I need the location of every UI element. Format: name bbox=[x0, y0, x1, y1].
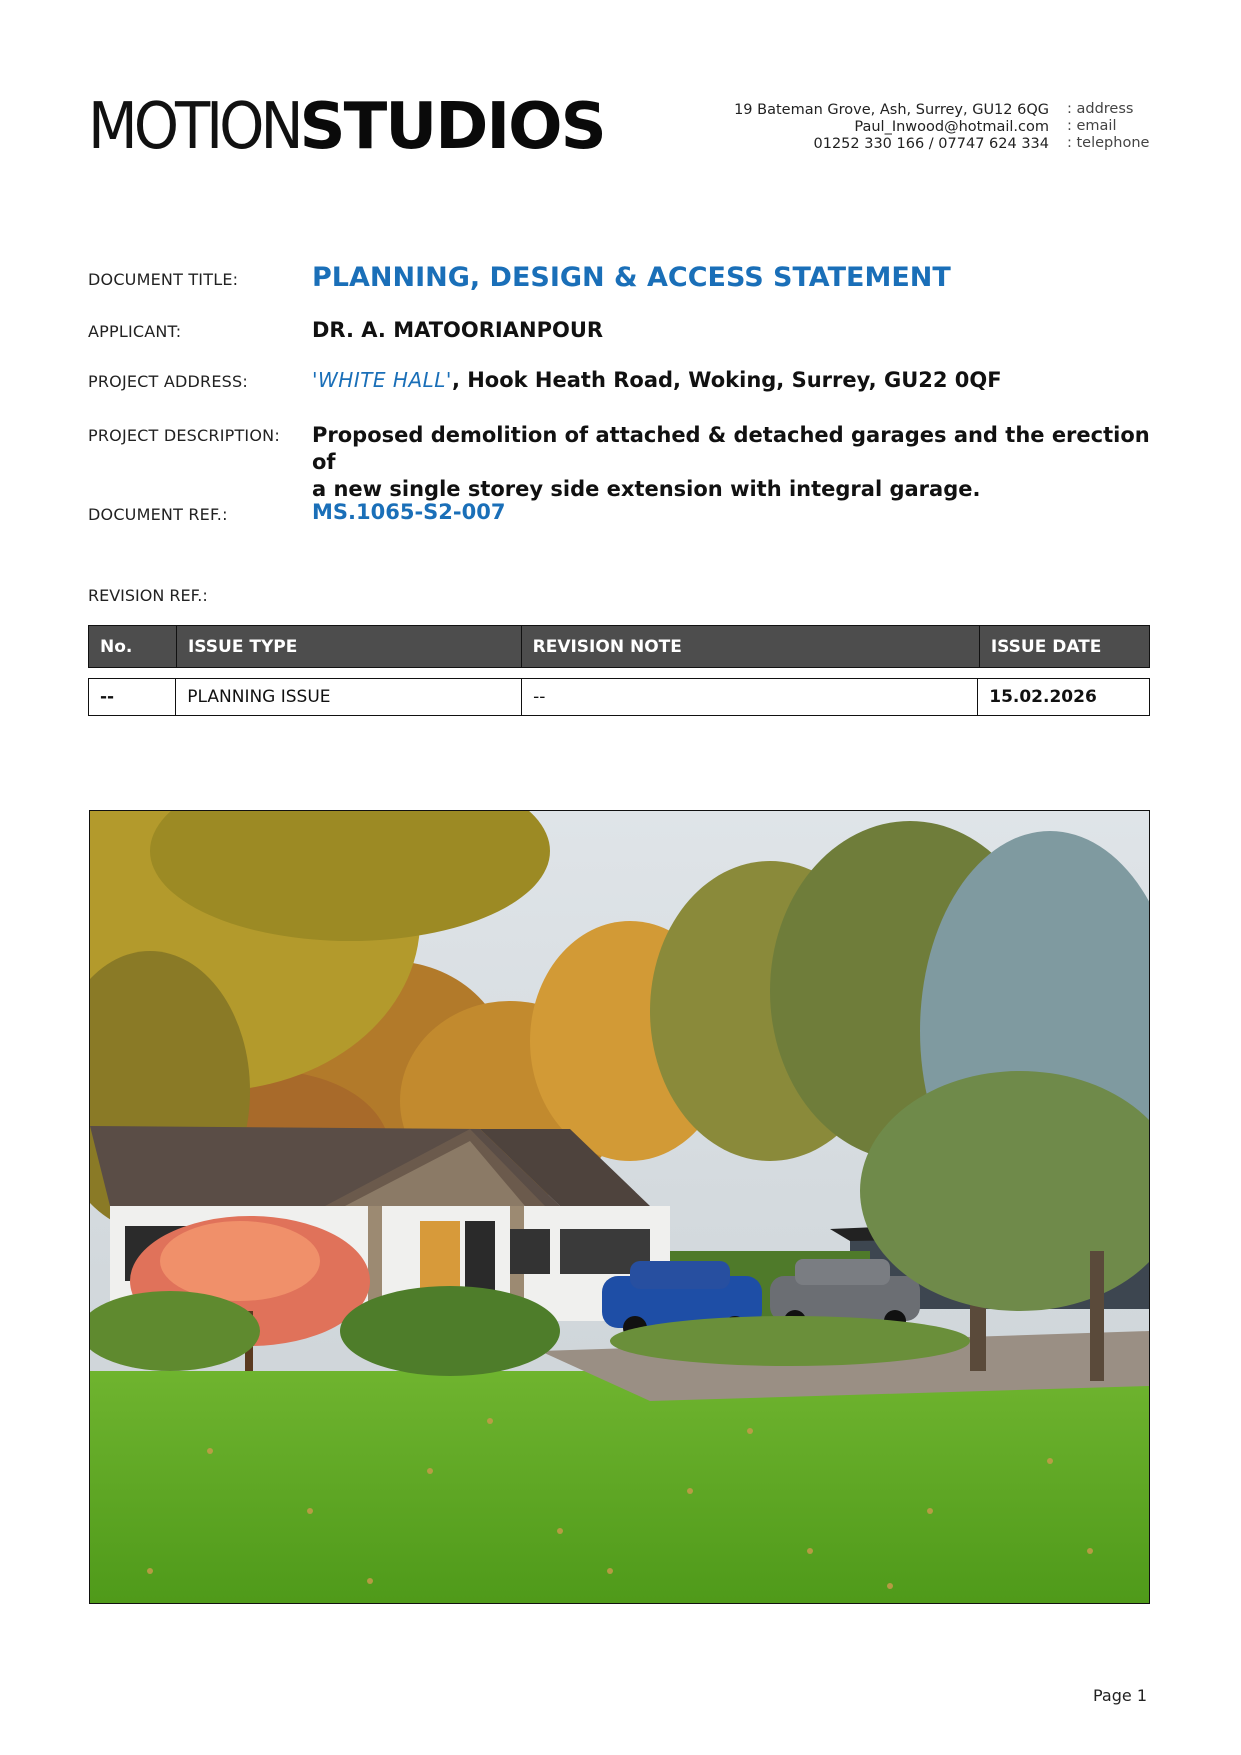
cell-issue-date: 15.02.2026 bbox=[978, 679, 1150, 716]
project-address-label: PROJECT ADDRESS: bbox=[88, 372, 248, 391]
contact-telephone: 01252 330 166 / 07747 624 334 bbox=[813, 136, 1049, 152]
description-line-2: a new single storey side extension with integral garage. bbox=[312, 477, 981, 501]
project-address-value bbox=[312, 368, 1002, 392]
company-logo bbox=[88, 92, 605, 162]
email-key: : email bbox=[1067, 118, 1117, 134]
property-photo bbox=[89, 810, 1150, 1604]
logo-light-text: MOTION bbox=[88, 90, 300, 164]
applicant-value: DR. A. MATOORIANPOUR bbox=[312, 318, 604, 342]
revision-table-header bbox=[88, 625, 1150, 668]
revision-table-body bbox=[88, 678, 1150, 716]
description-line-1: Proposed demolition of attached & detached garages and the erection of bbox=[312, 423, 1150, 474]
contact-address: 19 Bateman Grove, Ash, Surrey, GU12 6QG bbox=[734, 102, 1049, 118]
cell-issue-type: PLANNING ISSUE bbox=[176, 679, 522, 716]
logo-bold-text: STUDIOS bbox=[299, 90, 605, 164]
revision-ref-label: REVISION REF.: bbox=[88, 586, 208, 605]
document-title: PLANNING, DESIGN & ACCESS STATEMENT bbox=[312, 262, 951, 293]
table-row bbox=[89, 679, 1150, 716]
telephone-key: : telephone bbox=[1067, 135, 1150, 151]
address-rest: , Hook Heath Road, Woking, Surrey, GU22 0QF bbox=[451, 368, 1002, 392]
applicant-label: APPLICANT: bbox=[88, 322, 182, 341]
property-name: 'WHITE HALL' bbox=[312, 368, 452, 392]
address-key: : address bbox=[1067, 101, 1134, 117]
cell-revision-note: -- bbox=[522, 679, 978, 716]
project-description-value bbox=[312, 422, 1153, 503]
page-number: Page 1 bbox=[1093, 1686, 1147, 1705]
project-description-label: PROJECT DESCRIPTION: bbox=[88, 426, 280, 445]
document-ref-label: DOCUMENT REF.: bbox=[88, 505, 228, 524]
contact-details bbox=[734, 102, 1049, 153]
contact-email: Paul_Inwood@hotmail.com bbox=[854, 119, 1049, 135]
contact-keys bbox=[1067, 101, 1149, 152]
column-header-issue-type: ISSUE TYPE bbox=[176, 626, 521, 668]
document-ref-value: MS.1065-S2-007 bbox=[312, 500, 506, 524]
column-header-issue-date: ISSUE DATE bbox=[979, 626, 1149, 668]
column-header-no: No. bbox=[89, 626, 177, 668]
cell-no: -- bbox=[89, 679, 176, 716]
column-header-revision-note: REVISION NOTE bbox=[521, 626, 979, 668]
document-title-label: DOCUMENT TITLE: bbox=[88, 270, 239, 289]
